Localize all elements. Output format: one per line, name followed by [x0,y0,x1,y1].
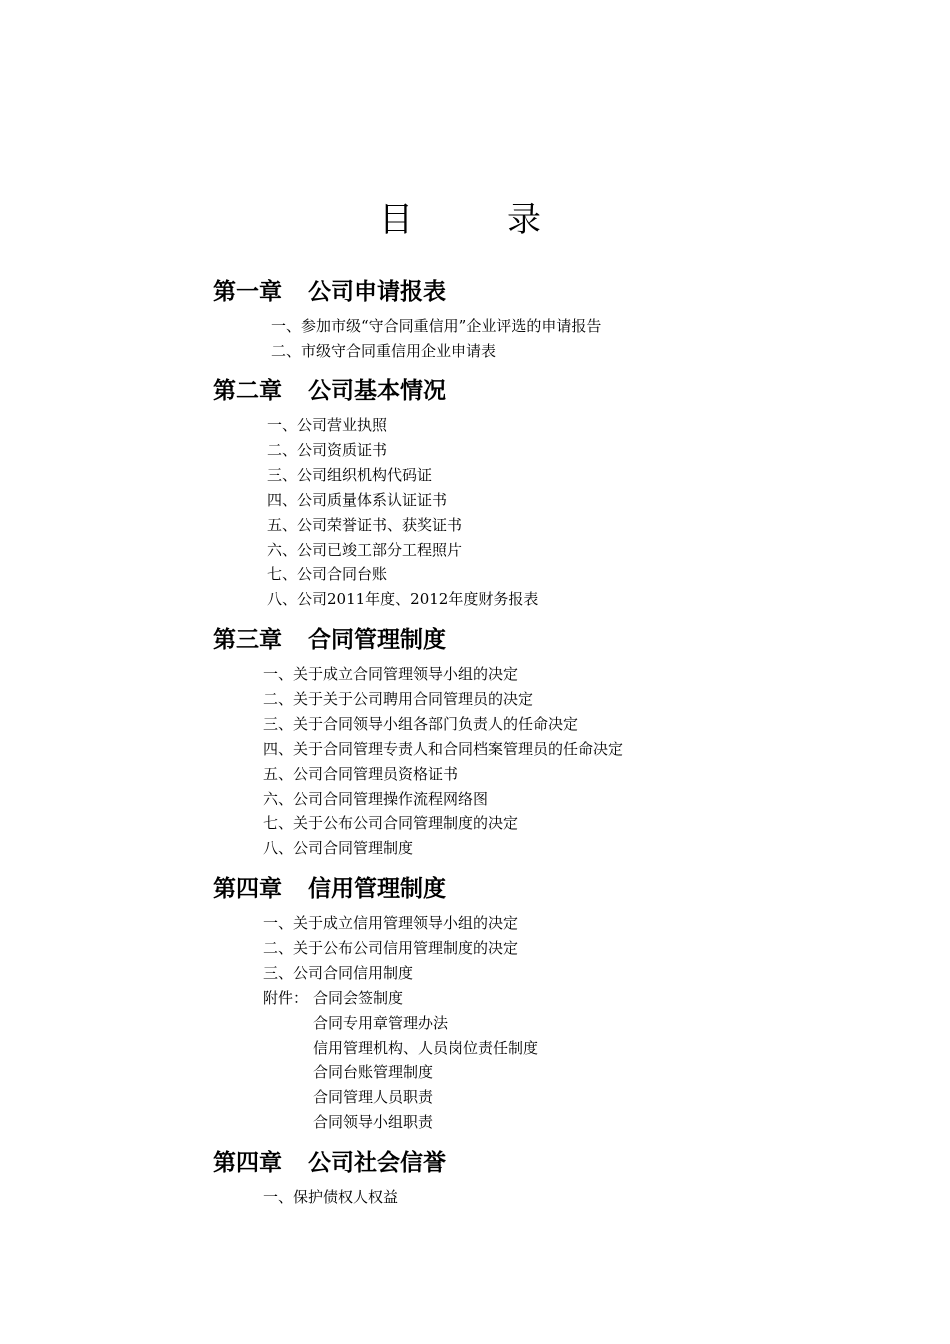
chapter-4 [213,873,538,1135]
chapter-1 [213,276,601,364]
list-item: 一、关于成立信用管理领导小组的决定 [263,914,519,932]
list-item: 一、公司营业执照 [267,416,388,434]
list-item: 五、公司荣誉证书、获奖证书 [267,515,463,534]
attachment-label: 附件： [263,988,309,1007]
chapter-item-list [263,911,538,1135]
attachment-item: 合同台账管理制度 [313,1063,434,1082]
chapter-name: 公司社会信誉 [308,1150,446,1176]
list-item: 一、保护债权人权益 [263,1188,399,1206]
chapter-heading [213,276,601,308]
list-item: 二、关于关于公司聘用合同管理员的决定 [263,689,534,708]
attachment-item: 合同专用章管理办法 [313,1013,449,1032]
chapter-number: 第四章 [213,876,282,902]
attachment-item [263,986,538,1011]
list-item: 二、公司资质证书 [267,440,388,459]
chapter-number: 第四章 [213,1150,282,1176]
attachment-item: 信用管理机构、人员岗位责任制度 [313,1038,539,1057]
list-item: 三、公司组织机构代码证 [267,465,433,484]
list-item: 三、公司合同信用制度 [263,963,414,982]
chapter-name: 公司申请报表 [308,279,446,305]
list-item: 三、关于合同领导小组各部门负责人的任命决定 [263,714,579,733]
chapter-item-list [267,413,538,612]
list-item: 四、公司质量体系认证证书 [267,490,448,509]
attachment-item: 合同领导小组职责 [313,1113,434,1132]
chapter-name: 公司基本情况 [308,378,446,404]
list-item: 二、市级守合同重信用企业申请表 [271,341,497,360]
chapter-name: 信用管理制度 [308,876,446,902]
list-item: 五、公司合同管理员资格证书 [263,764,459,783]
chapter-heading [213,624,623,656]
attachment-item: 合同管理人员职责 [313,1088,434,1107]
list-item: 四、关于合同管理专责人和合同档案管理员的任命决定 [263,739,624,758]
chapter-item-list [263,662,623,861]
chapter-3 [213,624,623,861]
chapter-number: 第三章 [213,627,282,653]
chapter-name: 合同管理制度 [308,627,446,653]
chapter-5 [213,1147,446,1210]
document-title: 目 录 [379,200,571,240]
chapter-heading [213,1147,446,1179]
chapter-heading [213,375,538,407]
list-item: 六、公司合同管理操作流程网络图 [263,789,489,808]
chapter-2 [213,375,538,612]
list-item: 六、公司已竣工部分工程照片 [267,540,463,559]
chapter-number: 第一章 [213,279,282,305]
list-item: 一、参加市级“守合同重信用”企业评选的申请报告 [271,317,602,335]
chapter-item-list [271,314,601,364]
attachment-text: 合同会签制度 [313,988,404,1007]
list-item: 二、关于公布公司信用管理制度的决定 [263,938,519,957]
chapter-number: 第二章 [213,378,282,404]
chapter-heading [213,873,538,905]
list-item: 八、公司合同管理制度 [263,839,414,858]
chapter-item-list [263,1185,446,1210]
list-item: 八、公司2011年度、2012年度财务报表 [267,590,539,609]
list-item: 七、关于公布公司合同管理制度的决定 [263,814,519,833]
list-item: 七、公司合同台账 [267,565,388,584]
list-item: 一、关于成立合同管理领导小组的决定 [263,665,519,683]
